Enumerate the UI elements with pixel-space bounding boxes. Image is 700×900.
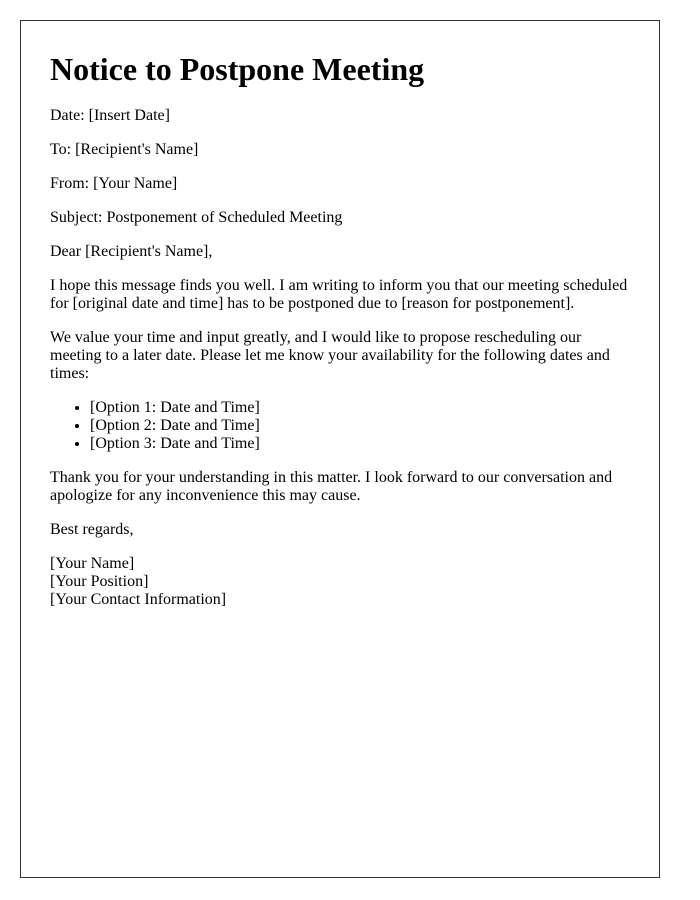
- option-list: [50, 399, 630, 453]
- to-line: To: [Recipient's Name]: [50, 141, 199, 158]
- salutation: Dear [Recipient's Name],: [50, 243, 213, 260]
- letter-title: Notice to Postpone Meeting: [50, 51, 425, 87]
- option-item-1: • [Option 1: Date and Time]: [90, 399, 630, 417]
- subject-line: Subject: Postponement of Scheduled Meeting: [50, 209, 343, 226]
- body-paragraph-1: I hope this message finds you well. I am writing to inform you that our meeting scheduled for [original date and time] has to be postponed due to [reason for postponement].: [50, 277, 628, 312]
- letter-page: [20, 20, 660, 878]
- signature-contact: [Your Contact Information]: [50, 591, 227, 608]
- body-paragraph-3: Thank you for your understanding in this matter. I look forward to our conversation and apologize for any inconvenience this may cause.: [50, 469, 613, 504]
- body-paragraph-2: We value your time and input greatly, and I would like to propose rescheduling our meeting to a later date. Please let me know your availability for the following dates and times:: [50, 329, 610, 382]
- option-item-3: • [Option 3: Date and Time]: [90, 435, 630, 453]
- option-item-2: • [Option 2: Date and Time]: [90, 417, 630, 435]
- signature-position: [Your Position]: [50, 573, 149, 590]
- signature-name: [Your Name]: [50, 555, 135, 572]
- closing: Best regards,: [50, 521, 134, 538]
- date-line: Date: [Insert Date]: [50, 107, 170, 124]
- signature-block: [50, 555, 630, 609]
- from-line: From: [Your Name]: [50, 175, 178, 192]
